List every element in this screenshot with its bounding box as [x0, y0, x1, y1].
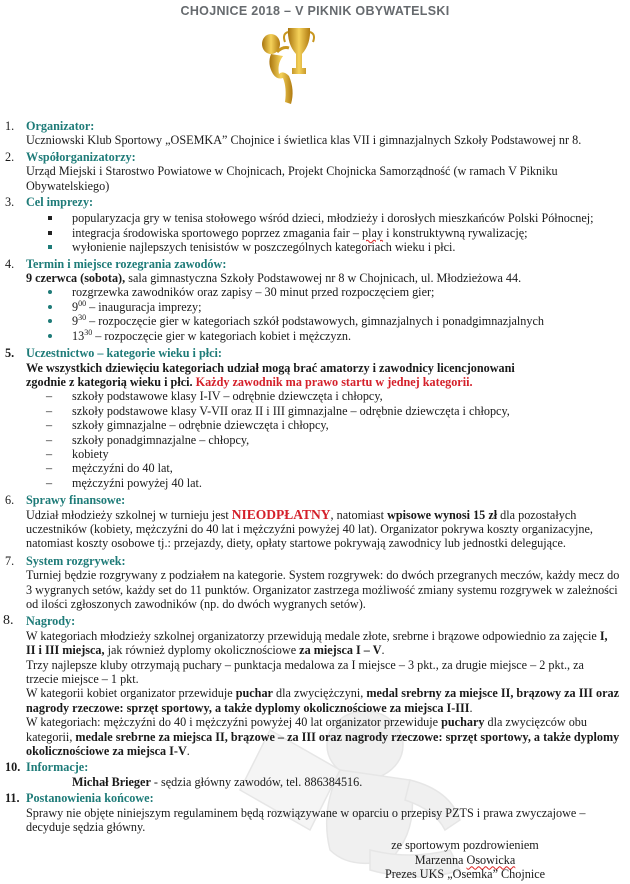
item-text: – inauguracja imprezy; [86, 299, 202, 314]
section-heading: Nagrody: [26, 614, 76, 629]
schedule-item [46, 329, 630, 343]
prizes-paragraph [26, 686, 630, 715]
text: jak również dyplomy okolicznościowe [104, 643, 300, 658]
section-heading: Termin i miejsce rozegrania zawodów: [26, 256, 227, 271]
section-text [26, 271, 630, 285]
category-item: – kobiety [46, 447, 630, 461]
section-heading: Sprawy finansowe: [26, 493, 126, 508]
section-text [26, 775, 630, 789]
section-number: 5. [5, 346, 15, 361]
section-heading: Cel imprezy: [26, 195, 94, 210]
category-item: – szkoły podstawowe klasy I-IV – odrębnie dziewczęta i chłopcy, [46, 389, 630, 403]
schedule-item [46, 300, 630, 314]
text: W kategoriach: mężczyźni do 40 i mężczyźni powyżej 40 lat organizator przewiduje [26, 715, 442, 730]
event-date: 9 czerwca (sobota), [26, 271, 126, 286]
referee-name [72, 775, 151, 789]
spellcheck-word: play [362, 225, 384, 240]
section-number: 11. [5, 791, 20, 806]
category-item: – szkoły gimnazjalne – odrębnie dziewczęta i chłopcy, [46, 418, 630, 432]
prizes-paragraph [26, 629, 630, 658]
time-minutes: 30 [84, 327, 93, 337]
text: Osowicka [466, 852, 516, 867]
section-text: Urząd Miejski i Starostwo Powiatowe w Chojnicach, Projekt Chojnicka Samorządność (w ramach V Pikniku Obywatelskiego) [26, 164, 558, 193]
category-item: – mężczyźni do 40 lat, [46, 461, 630, 475]
trophy-figure-icon [255, 22, 320, 112]
time: 9 [72, 299, 79, 314]
entry-fee: wpisowe wynosi 15 zł [387, 507, 498, 522]
text: . [186, 744, 190, 759]
list-item: popularyzacja gry w tenisa stołowego wśród dzieci, młodzieży i dorosłych mieszkańców Polski Północnej; [46, 211, 630, 225]
text: . [381, 643, 385, 658]
section-number: 2. [5, 149, 15, 164]
categories-list [0, 389, 630, 490]
section-date-venue [0, 257, 630, 286]
goals-list [0, 211, 630, 254]
section-heading: System rozgrywek: [26, 553, 126, 568]
text: , natomiast [330, 507, 388, 522]
section-number: 1. [5, 119, 15, 133]
document-title: CHOJNICE 2018 – V PIKNIK OBYWATELSKI [180, 4, 450, 18]
section-heading: Uczestnictwo – kategorie wieku i płci: [26, 346, 222, 361]
time: 13 [72, 328, 85, 343]
text: Marzenna [414, 852, 467, 867]
section-text: Uczniowski Klub Sportowy „OSEMKA” Chojnice i świetlica klas VII i gimnazjalnych Szkoły Podstawowej nr 8. [26, 133, 582, 148]
time-minutes: 30 [78, 313, 87, 323]
item-text: integracja środowiska sportowego poprzez zmagania fair – [72, 225, 363, 240]
section-heading: Informacje: [26, 760, 89, 775]
text: dla pozostałych uczestników (kobiety, mężczyźni do 40 lat i mężczyźni powyżej 40 lat). Organizator pokrywa koszty organizacyjne, natomiast koszty osobowe tj.: przejazdy, diety, opłaty startowe pokrywają zawodnicy lub jednostki delegujące. [26, 507, 593, 551]
section-coorganizers [0, 150, 630, 193]
signature-greeting: ze sportowym pozdrowieniem [391, 838, 539, 852]
intro-text: We wszystkich dziewięciu kategoriach udział mogą brać amatorzy i zawodnicy licencjonowani zgodnie z kategorią wieku i płci. [26, 360, 515, 389]
section-heading: Współorganizatorzy: [26, 149, 136, 164]
section-heading: Postanowienia końcowe: [26, 791, 154, 806]
section-number: 8. [3, 613, 14, 629]
free-entry-note: NIEODPŁATNY [231, 506, 331, 522]
schedule-item [46, 285, 630, 299]
prizes-paragraph [26, 715, 630, 758]
time: 9 [72, 314, 79, 329]
item-text: – rozpoczęcie gier w kategoriach kobiet i mężczyzn. [92, 328, 352, 343]
section-text [26, 508, 630, 551]
section-finances [0, 493, 630, 551]
section-organizer [0, 119, 630, 148]
schedule-list [0, 285, 630, 343]
prizes-paragraph: Trzy najlepsze kluby otrzymają puchary – punktacja medalowa za I miejsce – 3 pkt., za drugie miejsce – 2 pkt., za trzecie miejsce – 1 pkt. [26, 657, 584, 687]
text: I, II i III miejsca, [26, 628, 608, 658]
category-item: – szkoły podstawowe klasy V-VII oraz II i III gimnazjalne – odrębnie dziewczęta i chłopcy, [46, 404, 630, 418]
section-prizes [0, 614, 630, 758]
list-item [46, 226, 630, 240]
section-final-provisions [0, 791, 630, 834]
time-minutes: 00 [78, 298, 87, 308]
text: W kategorii kobiet organizator przewiduje [26, 686, 236, 701]
section-information [0, 760, 630, 789]
category-item: – mężczyźni powyżej 40 lat. [46, 476, 630, 490]
event-venue: sala gimnastyczna Szkoły Podstawowej nr 8 w Chojnicach, ul. Młodzieżowa 44. [125, 271, 522, 286]
section-goals [0, 195, 630, 209]
section-number: 3. [5, 195, 15, 210]
important-note: Każdy zawodnik ma prawo startu w jednej kategorii. [195, 374, 473, 389]
item-text: rozgrzewka zawodników oraz zapisy – 30 minut przed rozpoczęciem gier; [72, 285, 435, 300]
text: W kategoriach młodzieży szkolnej organizatorzy przewidują medale złote, srebrne i brązowe odpowiednio za zajęcie [26, 628, 600, 643]
referee-contact: - sędzia główny zawodów, tel. 886384516. [150, 774, 363, 789]
section-heading: Organizator: [26, 119, 95, 133]
section-number: 10. [5, 760, 21, 775]
signature-name [390, 853, 540, 868]
section-text [26, 361, 630, 390]
section-number: 4. [5, 256, 15, 271]
signature-block [384, 838, 546, 882]
text: puchar [235, 686, 273, 701]
text: za miejsca I – V [299, 643, 382, 658]
section-number: 7. [5, 553, 15, 568]
schedule-item [46, 314, 630, 328]
text: Michał Brieger [72, 774, 151, 789]
item-text: – rozpoczęcie gier w kategoriach szkół podstawowych, gimnazjalnych i ponadgimnazjalnych [86, 314, 544, 329]
text: dla zwycięzców obu kategorii, [26, 715, 587, 744]
text: medale srebrne za miejsca II, brązowe – za III oraz nagrody rzeczowe: sprzęt sportowy, a także dyplomy okolicznościowe za miejsca I-V [26, 729, 620, 759]
section-number: 6. [5, 493, 15, 508]
text: puchary [441, 715, 485, 730]
section-game-system [0, 554, 630, 612]
item-text: i konstruktywną rywalizację; [383, 225, 528, 240]
text: Udział młodzieży szkolnej w turnieju jest [26, 507, 232, 522]
category-item: – szkoły ponadgimnazjalne – chłopcy, [46, 433, 630, 447]
regulations-document [0, 119, 630, 835]
section-text: Sprawy nie objęte niniejszym regulaminem będą rozwiązywane w oparciu o przepisy PZTS i prawa zwyczajowe – decyduje sędzia główny. [26, 805, 586, 835]
section-participation [0, 346, 630, 389]
section-text: Turniej będzie rozgrywany z podziałem na kategorie. System rozgrywek: do dwóch przegranych meczów, każdy mecz do 3 wygranych setów, każdy set do 11 punktów. Organizator zastrzega możliwość zmiany systemu rozgrywek w zależności od ilości zgłoszonych zawodników (np. do dwóch wygranych setów). [26, 568, 620, 611]
list-item: wyłonienie najlepszych tenisistów w poszczególnych kategoriach wieku i płci. [46, 240, 630, 254]
text: . [469, 700, 473, 715]
text: dla zwyciężczyni, [272, 686, 367, 701]
text: medal srebrny za miejsce II, brązowy za III oraz nagrody rzeczowe: sprzęt sportowy, a także dyplomy okolicznościowe za miejsca I-III [26, 686, 619, 715]
signature-role: Prezes UKS „Osemka” Chojnice [384, 867, 546, 881]
